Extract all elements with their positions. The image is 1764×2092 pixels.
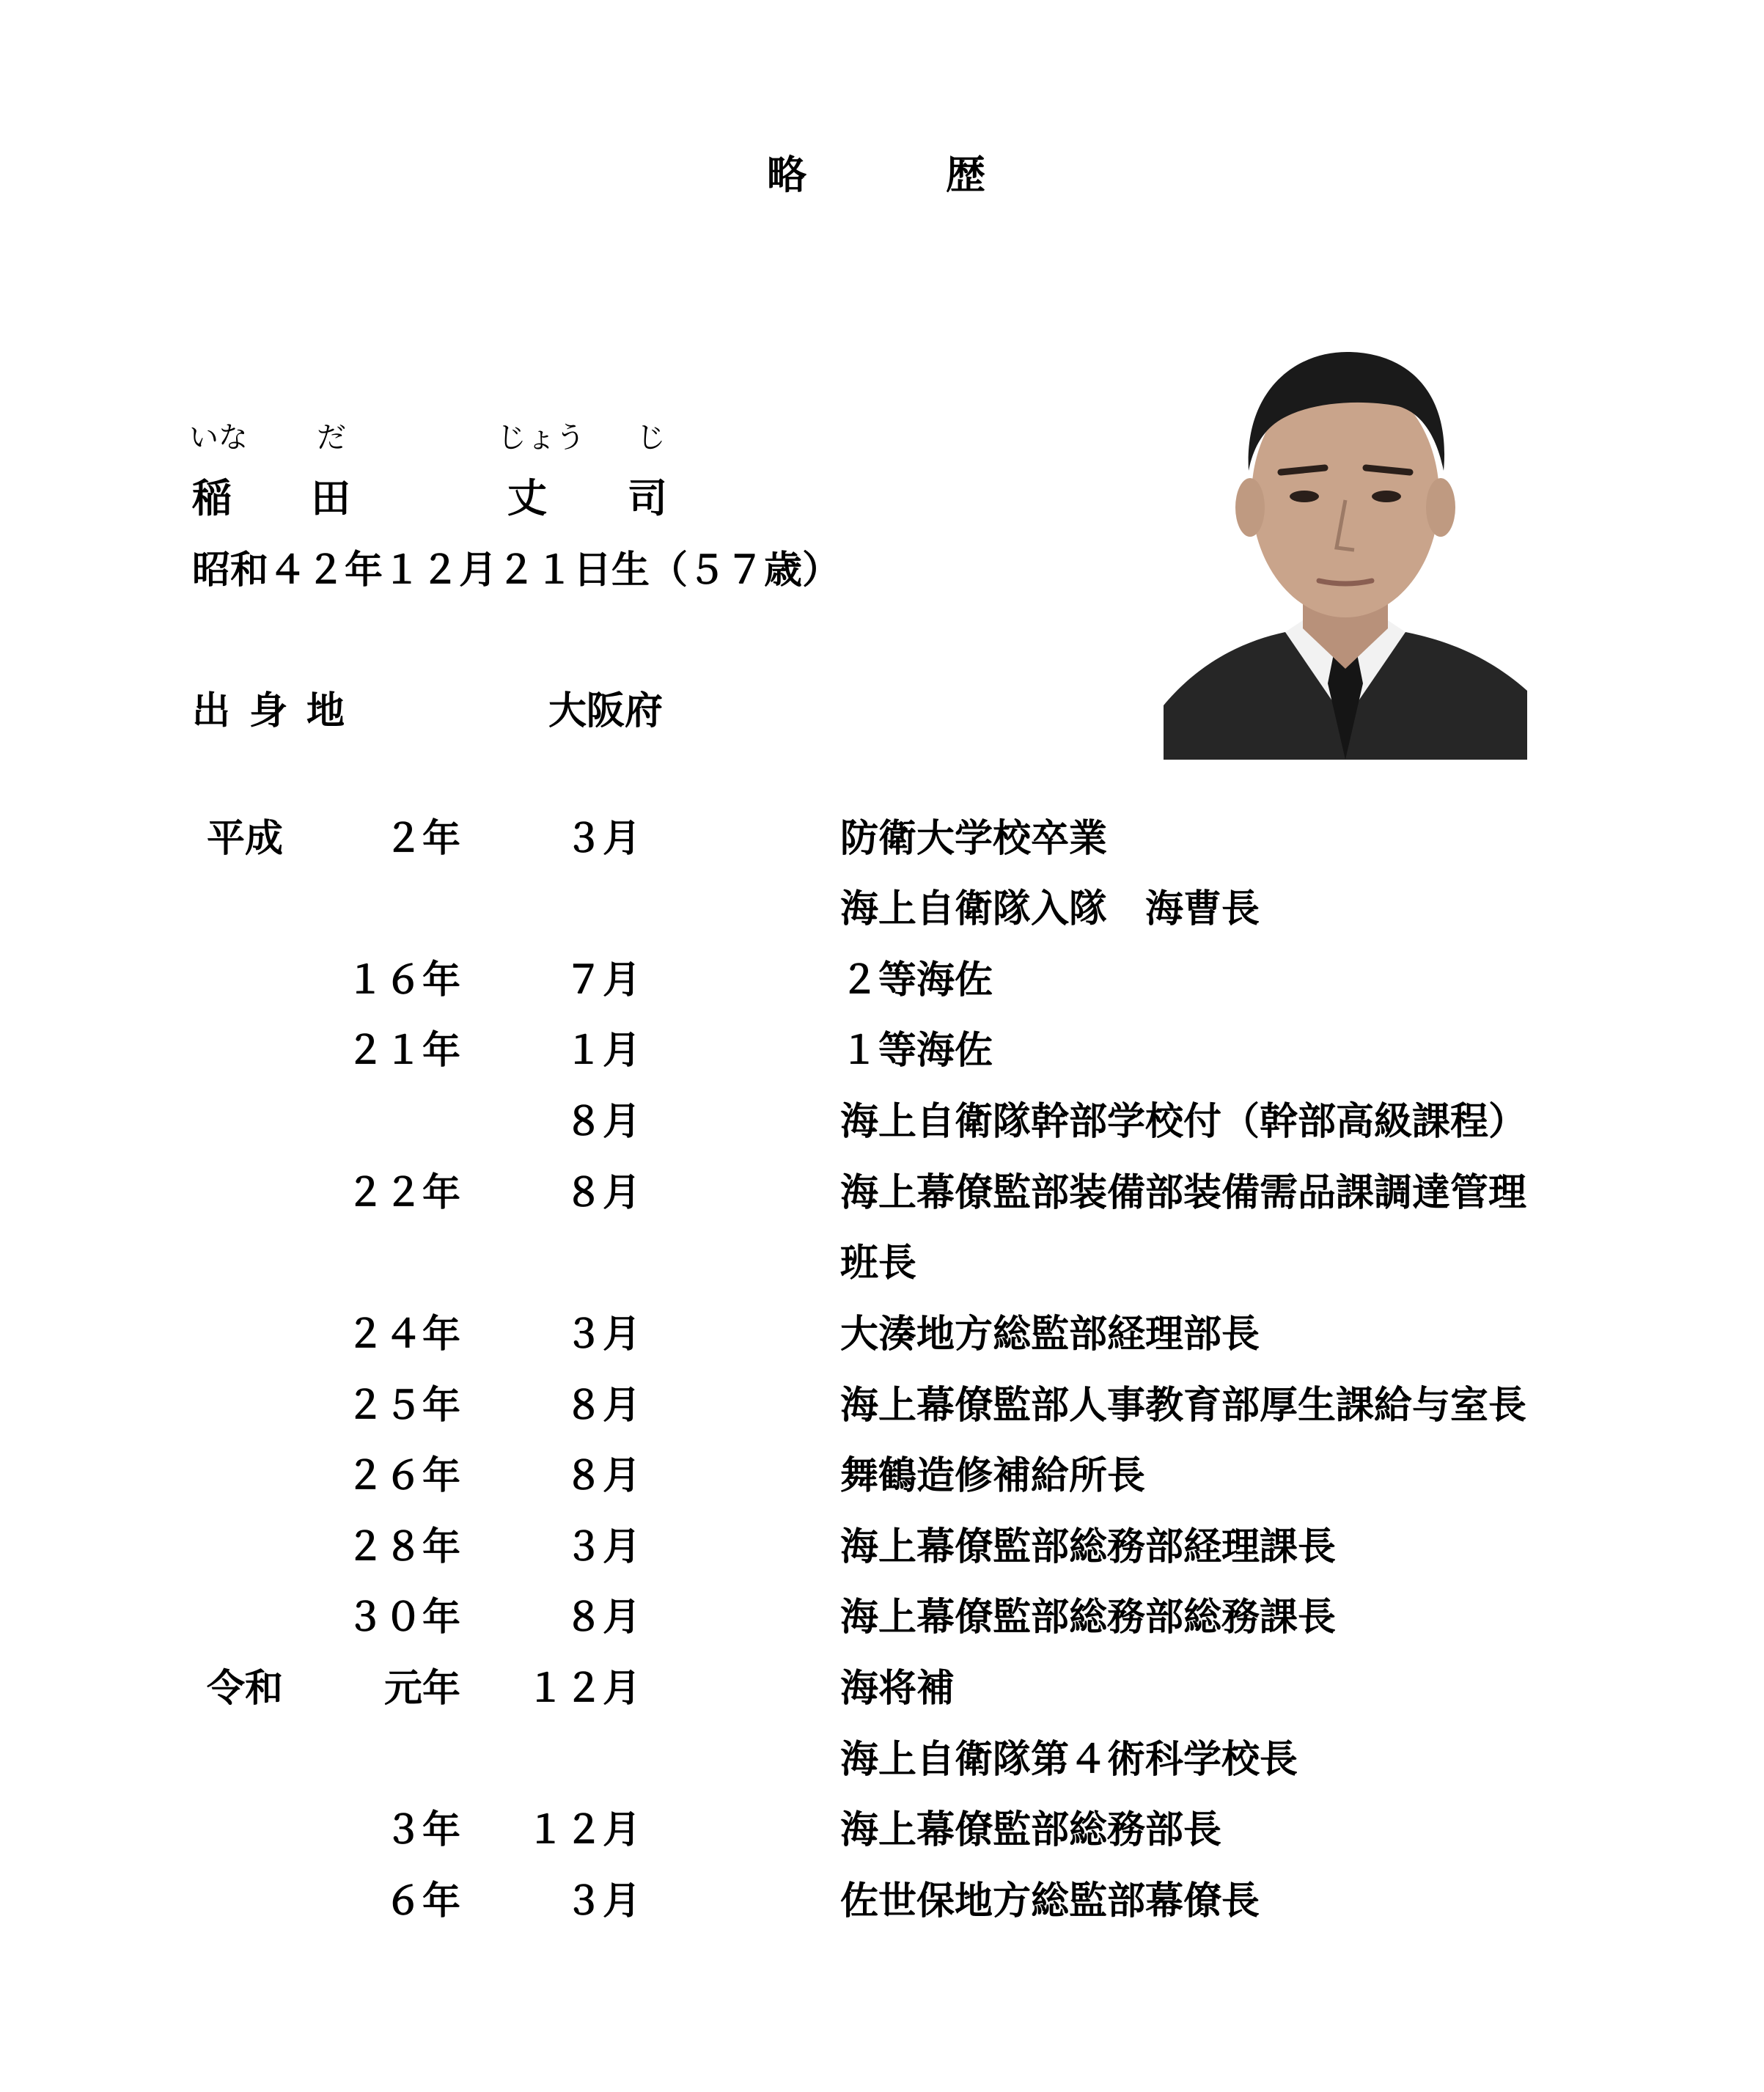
page-title-char-1: 略 — [767, 152, 806, 198]
history-year: ２５年 — [345, 1384, 460, 1428]
portrait-illustration — [1164, 339, 1527, 760]
history-event: １等海佐 — [840, 1029, 993, 1073]
history-event: 海上自衛隊入隊 海曹長 — [840, 887, 1260, 931]
history-year: ６年 — [383, 1879, 460, 1923]
history-event: 大湊地方総監部経理部長 — [840, 1313, 1260, 1357]
history-year: ２６年 — [345, 1454, 460, 1498]
history-event: ２等海佐 — [840, 958, 993, 1002]
history-month: １２月 — [526, 1808, 641, 1852]
name-family-1: 稲 — [192, 475, 232, 521]
history-year: ２４年 — [345, 1313, 460, 1357]
history-month: ８月 — [564, 1171, 641, 1215]
history-event: 舞鶴造修補給所長 — [840, 1454, 1146, 1498]
history-month: ３月 — [564, 817, 641, 861]
history-event: 班長 — [840, 1241, 917, 1285]
history-event: 海上幕僚監部人事教育部厚生課給与室長 — [840, 1384, 1527, 1428]
history-month: ７月 — [564, 958, 641, 1002]
history-event: 海上自衛隊第４術科学校長 — [840, 1738, 1298, 1782]
name-ruby-given2: じ — [636, 421, 666, 455]
name-ruby-family2: だ — [317, 421, 346, 455]
history-year: ２２年 — [345, 1171, 460, 1215]
history-month: ８月 — [564, 1596, 641, 1640]
history-month: ８月 — [564, 1384, 641, 1428]
history-year: ２８年 — [345, 1525, 460, 1569]
name-given-2: 司 — [628, 475, 667, 521]
history-event: 海将補 — [840, 1667, 955, 1711]
name-ruby-given1: じょう — [497, 421, 585, 455]
history-event: 海上自衛隊幹部学校付（幹部高級課程） — [840, 1100, 1527, 1144]
history-month: ３月 — [564, 1313, 641, 1357]
history-year: ２年 — [383, 817, 460, 861]
history-month: ３月 — [564, 1525, 641, 1569]
history-event: 海上幕僚監部総務部経理課長 — [840, 1525, 1337, 1569]
history-month: ８月 — [564, 1100, 641, 1144]
history-event: 防衛大学校卒業 — [840, 817, 1108, 861]
history-event: 海上幕僚監部総務部長 — [840, 1808, 1222, 1852]
history-event: 佐世保地方総監部幕僚長 — [840, 1879, 1260, 1923]
history-year: １６年 — [345, 958, 460, 1002]
birthplace-value: 大阪府 — [548, 689, 664, 733]
history-year: ３年 — [383, 1808, 460, 1852]
history-month: ８月 — [564, 1454, 641, 1498]
page-title-char-2: 歴 — [946, 152, 985, 198]
history-event: 海上幕僚監部総務部総務課長 — [840, 1596, 1337, 1640]
portrait-photo — [1164, 339, 1527, 760]
history-month: １月 — [564, 1029, 641, 1073]
name-given-1: 丈 — [507, 475, 547, 521]
birth-date: 昭和４２年１２月２１日生（５７歳） — [192, 548, 841, 592]
name-family-2: 田 — [311, 475, 350, 521]
history-month: １２月 — [526, 1667, 641, 1711]
history-era: 令和 — [207, 1667, 284, 1711]
history-year: ２１年 — [345, 1029, 460, 1073]
name-ruby-family1: いな — [189, 421, 248, 455]
history-year: ３０年 — [345, 1596, 460, 1640]
birthplace-label: 出身地 — [192, 689, 364, 733]
history-era: 平成 — [207, 817, 284, 861]
history-year: 元年 — [383, 1667, 460, 1711]
history-event: 海上幕僚監部装備部装備需品課調達管理 — [840, 1171, 1527, 1215]
history-month: ３月 — [564, 1879, 641, 1923]
